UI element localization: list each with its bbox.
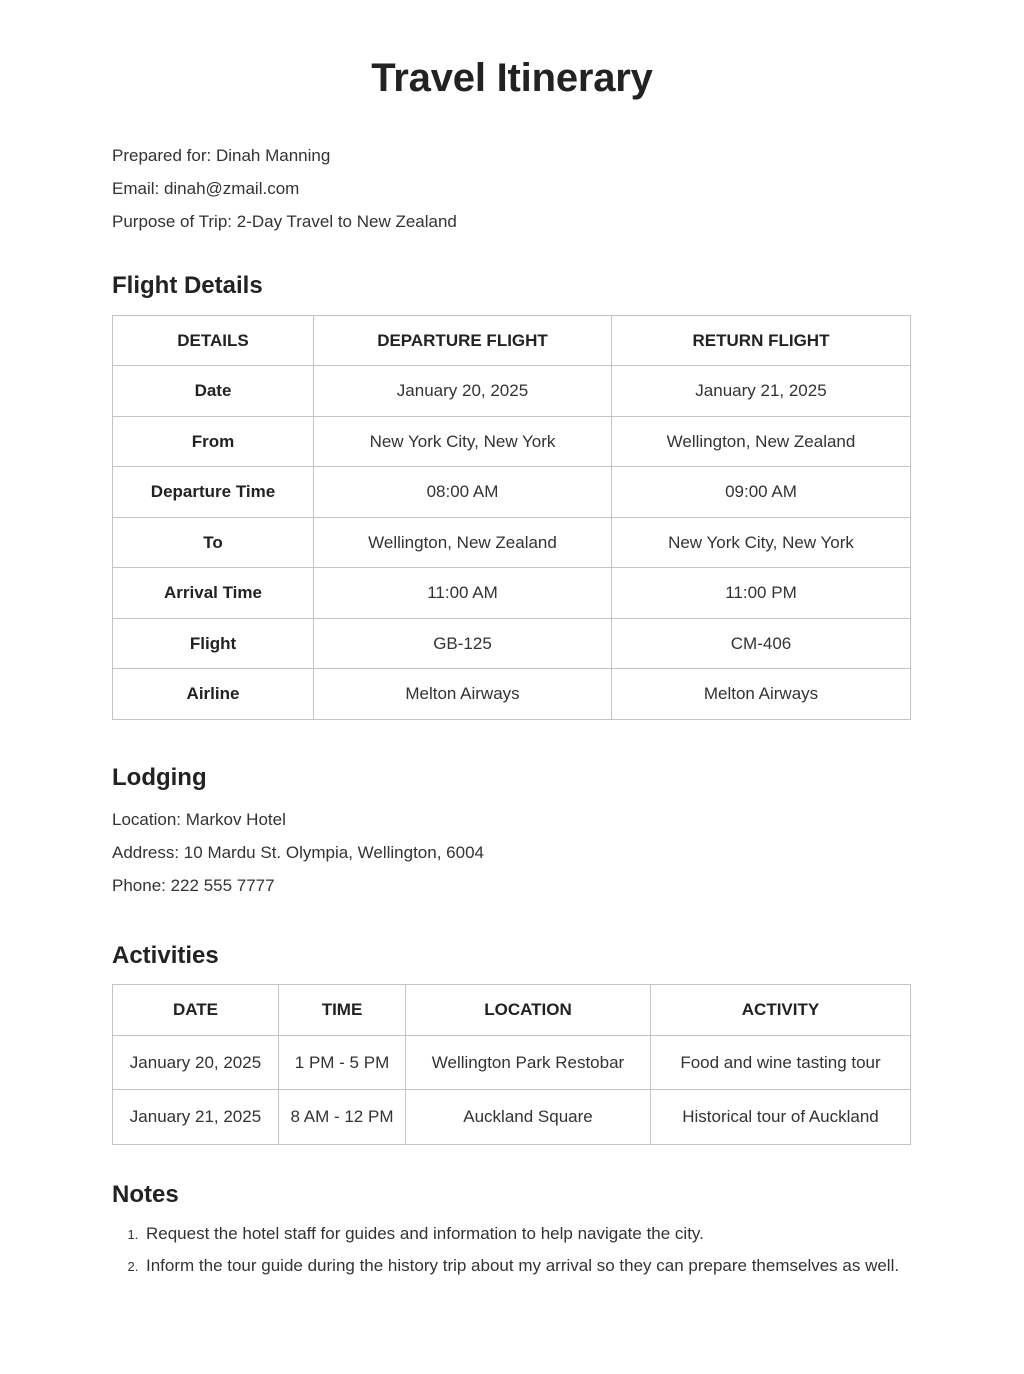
column-header-return-flight: RETURN FLIGHT [612,315,911,366]
purpose-line: Purpose of Trip: 2-Day Travel to New Zealand [112,212,457,231]
table-header-row [113,315,911,366]
cell-return: Wellington, New Zealand [612,416,911,467]
cell-return: CM-406 [612,618,911,669]
flight-details-table [112,315,911,720]
row-label: From [113,416,314,467]
cell-location: Wellington Park Restobar [406,1035,651,1090]
cell-location: Auckland Square [406,1090,651,1145]
lodging-location-line: Location: Markov Hotel [112,809,286,829]
table-row [113,366,911,417]
table-row [113,467,911,518]
list-item [142,1250,912,1282]
cell-return: January 21, 2025 [612,366,911,417]
column-header-details: DETAILS [113,315,314,366]
table-row [113,618,911,669]
table-row [113,1090,911,1145]
cell-return: 11:00 PM [612,568,911,619]
column-header-departure-flight: DEPARTURE FLIGHT [314,315,612,366]
email-line: Email: dinah@zmail.com [112,179,300,198]
prepared-for-line: Prepared for: Dinah Manning [112,146,331,165]
column-header-time: TIME [279,985,406,1036]
cell-activity: Food and wine tasting tour [651,1035,911,1090]
cell-departure: Melton Airways [314,669,612,720]
flight-details-heading: Flight Details [112,272,263,299]
row-label: Arrival Time [113,568,314,619]
lodging-address-line: Address: 10 Mardu St. Olympia, Wellington, 6004 [112,842,484,862]
row-label: Date [113,366,314,417]
column-header-activity: ACTIVITY [651,985,911,1036]
cell-date: January 21, 2025 [113,1090,279,1145]
cell-departure: January 20, 2025 [314,366,612,417]
cell-return: 09:00 AM [612,467,911,518]
notes-list [112,1218,912,1282]
activities-table [112,984,911,1145]
notes-heading: Notes [112,1180,179,1208]
lodging-block [112,803,912,902]
row-label: Flight [113,618,314,669]
cell-departure: 08:00 AM [314,467,612,518]
cell-return: New York City, New York [612,517,911,568]
cell-date: January 20, 2025 [113,1035,279,1090]
table-row [113,416,911,467]
table-row [113,517,911,568]
note-text: Request the hotel staff for guides and information to help navigate the city. [146,1223,704,1243]
note-text: Inform the tour guide during the history trip about my arrival so they can prepare themselves as well. [146,1255,900,1275]
table-row [113,669,911,720]
table-header-row [113,985,911,1036]
table-row [113,1035,911,1090]
cell-activity: Historical tour of Auckland [651,1090,911,1145]
list-item [142,1218,912,1250]
intro-block [112,139,912,238]
lodging-heading: Lodging [112,763,207,791]
table-row [113,568,911,619]
page-title: Travel Itinerary [371,56,653,100]
cell-departure: New York City, New York [314,416,612,467]
cell-departure: Wellington, New Zealand [314,517,612,568]
cell-departure: GB-125 [314,618,612,669]
column-header-location: LOCATION [406,985,651,1036]
row-label: Airline [113,669,314,720]
cell-time: 1 PM - 5 PM [279,1035,406,1090]
cell-departure: 11:00 AM [314,568,612,619]
column-header-date: DATE [113,985,279,1036]
cell-return: Melton Airways [612,669,911,720]
cell-time: 8 AM - 12 PM [279,1090,406,1145]
row-label: Departure Time [113,467,314,518]
activities-heading: Activities [112,941,219,969]
lodging-phone-line: Phone: 222 555 7777 [112,875,275,895]
row-label: To [113,517,314,568]
